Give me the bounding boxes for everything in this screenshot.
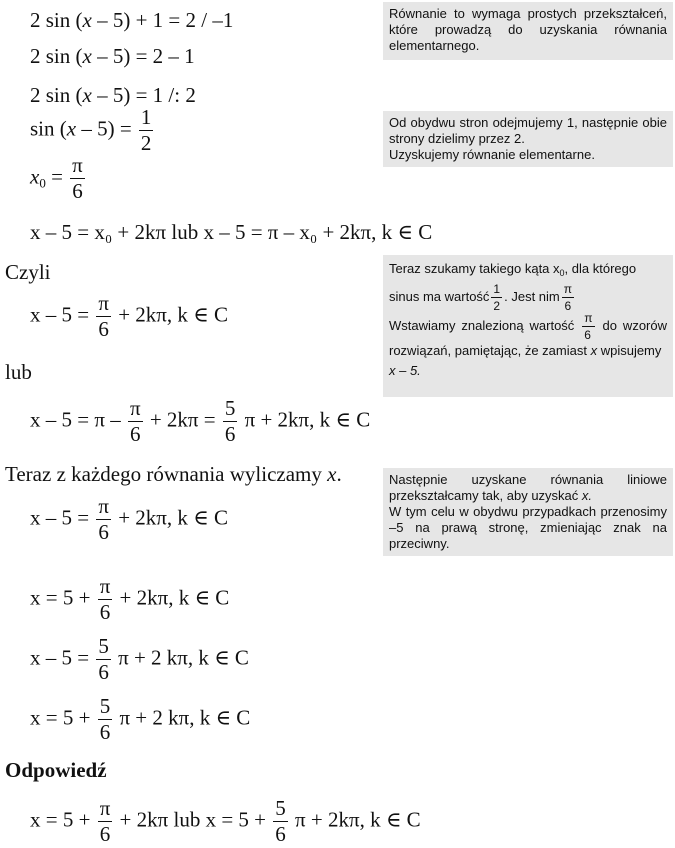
equation-line-2: 2 sin (x – 5) = 2 – 1 — [30, 44, 195, 68]
fraction: $\frac{1}{2}$ — [493, 282, 501, 313]
fraction: $\frac{\pi}{6}$ — [98, 291, 109, 341]
equation-line-12: x = 5 + $\frac{5}{6}$ π + 2 kπ, k ∈ C — [30, 694, 251, 744]
equation-line-7: x – 5 = $\frac{\pi}{6}$ + 2kπ, k ∈ C — [30, 291, 228, 341]
note-1: Równanie to wymaga prostych przekształceń, które prowadzą do uzyskania równania elementarnego. — [383, 2, 673, 60]
fraction: $\frac{\pi}{6}$ — [98, 494, 109, 544]
note-4: Następnie uzyskane równania liniowe przekształcamy tak, aby uzyskać x. W tym celu w obydwu przypadkach przenosimy –5 na prawą stronę, zmieniając znak na przeciwny. — [383, 468, 673, 556]
equation-line-10: x = 5 + $\frac{\pi}{6}$ + 2kπ, k ∈ C — [30, 574, 230, 624]
fraction: $\frac{1}{2}$ — [140, 105, 152, 155]
czyli-label: Czyli — [5, 260, 51, 284]
fraction: $\frac{\pi}{6}$ — [563, 282, 573, 313]
fraction: $\frac{\pi}{6}$ — [99, 796, 111, 846]
equation-line-11: x – 5 = $\frac{5}{6}$ π + 2 kπ, k ∈ C — [30, 634, 249, 684]
fraction: $\frac{\pi}{6}$ — [72, 153, 83, 203]
fraction: $\frac{5}{6}$ — [275, 796, 286, 846]
equation-line-5: $x_0$ = $\frac{\pi}{6}$ — [30, 153, 83, 203]
fraction: $\frac{\pi}{6}$ — [99, 574, 111, 624]
fraction: $\frac{5}{6}$ — [98, 634, 109, 684]
answer-heading: Odpowiedź — [5, 758, 107, 782]
equation-line-9: x – 5 = $\frac{\pi}{6}$ + 2kπ, k ∈ C — [30, 494, 228, 544]
equation-line-1: 2 sin (x – 5) + 1 = 2 / –1 — [30, 8, 234, 32]
fraction: $\frac{\pi}{6}$ — [129, 396, 141, 446]
equation-line-6: x – 5 = x₀ + 2kπ lub x – 5 = π – x₀ + 2kπ, k ∈ C — [30, 220, 433, 244]
lub-label: lub — [5, 360, 32, 384]
equation-line-4: sin (x – 5) = $\frac{1}{2}$ — [30, 105, 152, 155]
fraction: $\frac{5}{6}$ — [99, 694, 111, 744]
teraz-label: Teraz z każdego równania wyliczamy x. — [5, 462, 342, 486]
equation-line-3: 2 sin (x – 5) = 1 /: 2 — [30, 83, 196, 107]
equation-line-8: x – 5 = π – $\frac{\pi}{6}$ + 2kπ = $\frac{5}{6}$ π + 2kπ, k ∈ C — [30, 396, 371, 446]
fraction: $\frac{\pi}{6}$ — [584, 311, 593, 342]
note-2: Od obydwu stron odejmujemy 1, następnie obie strony dzielimy przez 2. Uzyskujemy równanie elementarne. — [383, 111, 673, 167]
fraction: $\frac{5}{6}$ — [224, 396, 236, 446]
note-3: Teraz szukamy takiego kąta $x_0$, dla którego sinus ma wartość $\frac{1}{2}$ . Jest nim $\frac{\pi}{6}$ Wstawiamy znalezioną wartość $\frac{\pi}{6}$ do wzorów rozwiązań, pamiętając, że zamiast x wpisujemy x – 5. — [383, 255, 673, 397]
equation-line-13: x = 5 + $\frac{\pi}{6}$ + 2kπ lub x = 5 + $\frac{5}{6}$ π + 2kπ, k ∈ C — [30, 796, 421, 846]
